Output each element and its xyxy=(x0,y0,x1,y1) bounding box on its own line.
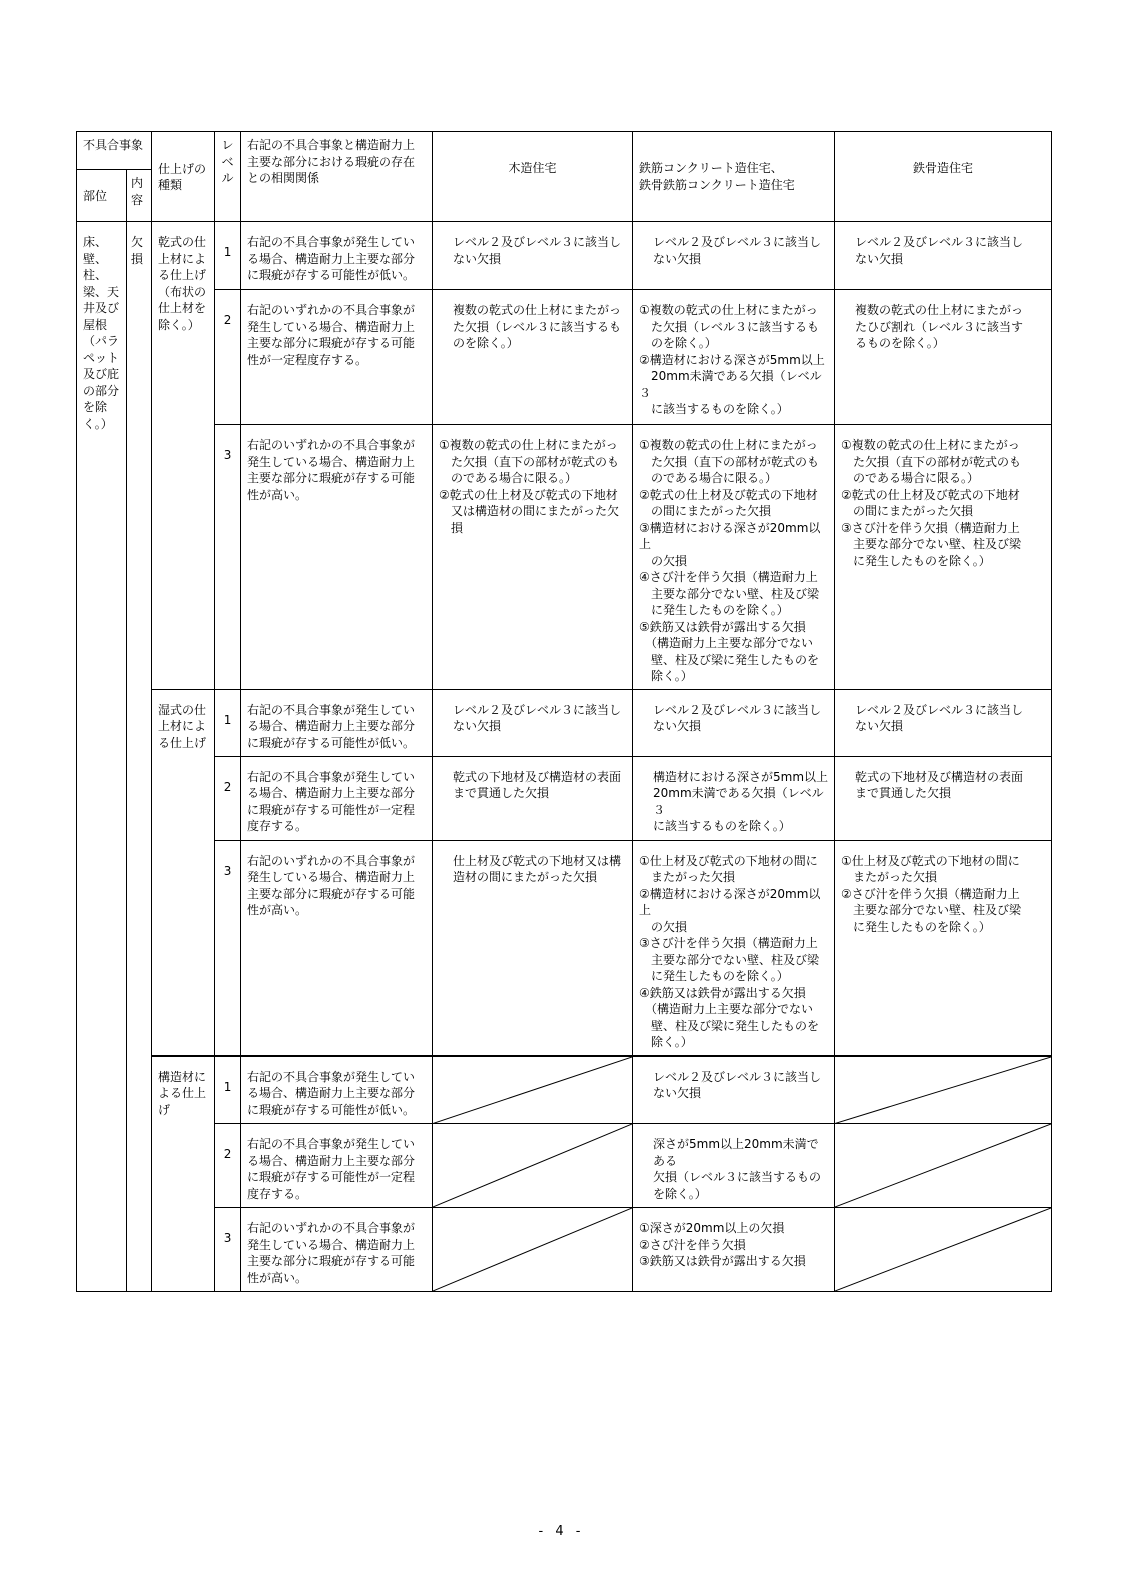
level-number: 2 xyxy=(215,1124,241,1208)
level-number: 2 xyxy=(215,290,241,425)
table-row xyxy=(77,222,1052,290)
wooden-cell: 複数の乾式の仕上材にまたがっ た欠損（レベル３に該当するも のを除く。） xyxy=(433,290,633,425)
wooden-not-applicable xyxy=(433,1056,633,1124)
level-number: 3 xyxy=(215,840,241,1056)
level-number: 1 xyxy=(215,689,241,756)
steel-not-applicable xyxy=(835,1056,1052,1124)
rc-cell: ①複数の乾式の仕上材にまたがっ た欠損（レベル３に該当するも のを除く。） ②構造材における深さが5mm以上 20mm未満である欠損（レベル３ に該当するものを除く。） xyxy=(633,290,835,425)
header-rc-house: 鉄筋コンクリート造住宅、 鉄骨鉄筋コンクリート造住宅 xyxy=(633,132,835,222)
rc-cell: ①複数の乾式の仕上材にまたがっ た欠損（直下の部材が乾式のも のである場合に限る。） ②乾式の仕上材及び乾式の下地材 の間にまたがった欠損 ③構造材における深さが20mm以上 の欠損 ④さび汁を伴う欠損（構造耐力上 主要な部分でない壁、柱及び梁 に発生したものを除く。） ⑤鉄筋又は鉄骨が露出する欠損 （構造耐力上主要な部分でない 壁、柱及び梁に発生したものを 除く。） xyxy=(633,425,835,690)
table-row xyxy=(77,290,1052,425)
steel-cell: 複数の乾式の仕上材にまたがっ たひび割れ（レベル３に該当す るものを除く。） xyxy=(835,290,1052,425)
level-number: 1 xyxy=(215,1056,241,1124)
defect-criteria-table xyxy=(76,131,1052,1292)
steel-cell: レベル２及びレベル３に該当し ない欠損 xyxy=(835,222,1052,290)
rc-cell: レベル２及びレベル３に該当し ない欠損 xyxy=(633,222,835,290)
finish-type-dry: 乾式の仕 上材によ る仕上げ （布状の 仕上材を 除く。） xyxy=(152,222,215,690)
level-number: 2 xyxy=(215,756,241,840)
content-cell: 欠 損 xyxy=(127,222,152,1292)
relation-cell: 右記のいずれかの不具合事象が 発生している場合、構造耐力上 主要な部分に瑕疵が存する可能 性が高い。 xyxy=(241,1208,433,1292)
header-relation: 右記の不具合事象と構造耐力上 主要な部分における瑕疵の存在 との相関関係 xyxy=(241,132,433,222)
steel-cell: ①仕上材及び乾式の下地材の間に またがった欠損 ②さび汁を伴う欠損（構造耐力上 主要な部分でない壁、柱及び梁 に発生したものを除く。） xyxy=(835,840,1052,1056)
wooden-cell: レベル２及びレベル３に該当し ない欠損 xyxy=(433,689,633,756)
relation-cell: 右記のいずれかの不具合事象が 発生している場合、構造耐力上 主要な部分に瑕疵が存する可能 性が高い。 xyxy=(241,840,433,1056)
table-row xyxy=(77,840,1052,1056)
table-row xyxy=(77,756,1052,840)
relation-cell: 右記の不具合事象が発生してい る場合、構造耐力上主要な部分 に瑕疵が存する可能性が低い。 xyxy=(241,222,433,290)
finish-type-structural: 構造材に よる仕上 げ xyxy=(152,1056,215,1292)
wooden-cell: レベル２及びレベル３に該当し ない欠損 xyxy=(433,222,633,290)
rc-cell: 構造材における深さが5mm以上 20mm未満である欠損（レベル３ に該当するものを除く。） xyxy=(633,756,835,840)
rc-cell: 深さが5mm以上20mm未満である 欠損（レベル３に該当するもの を除く。） xyxy=(633,1124,835,1208)
table-row xyxy=(77,425,1052,690)
header-wooden-house: 木造住宅 xyxy=(433,132,633,222)
header-level: レ ベ ル xyxy=(215,132,241,222)
wooden-cell: 仕上材及び乾式の下地材又は構 造材の間にまたがった欠損 xyxy=(433,840,633,1056)
steel-not-applicable xyxy=(835,1124,1052,1208)
rc-cell: ①深さが20mm以上の欠損 ②さび汁を伴う欠損 ③鉄筋又は鉄骨が露出する欠損 xyxy=(633,1208,835,1292)
rc-cell: レベル２及びレベル３に該当し ない欠損 xyxy=(633,689,835,756)
header-finish-type: 仕上げの 種類 xyxy=(152,132,215,222)
finish-type-wet: 湿式の仕 上材によ る仕上げ xyxy=(152,689,215,1056)
table-row xyxy=(77,689,1052,756)
table-row xyxy=(77,1124,1052,1208)
wooden-cell: 乾式の下地材及び構造材の表面 まで貫通した欠損 xyxy=(433,756,633,840)
relation-cell: 右記のいずれかの不具合事象が 発生している場合、構造耐力上 主要な部分に瑕疵が存する可能 性が高い。 xyxy=(241,425,433,690)
wooden-cell: ①複数の乾式の仕上材にまたがっ た欠損（直下の部材が乾式のも のである場合に限る。） ②乾式の仕上材及び乾式の下地材 又は構造材の間にまたがった欠 損 xyxy=(433,425,633,690)
rc-cell: レベル２及びレベル３に該当し ない欠損 xyxy=(633,1056,835,1124)
wooden-not-applicable xyxy=(433,1208,633,1292)
level-number: 1 xyxy=(215,222,241,290)
part-cell: 床、 壁、 柱、 梁、天 井及び 屋根 （パラ ペット 及び庇 の部分 を除 く。） xyxy=(77,222,127,1292)
wooden-not-applicable xyxy=(433,1124,633,1208)
header-defect-event: 不具合事象 xyxy=(77,132,152,170)
steel-cell: レベル２及びレベル３に該当し ない欠損 xyxy=(835,689,1052,756)
table-row xyxy=(77,1056,1052,1124)
relation-cell: 右記の不具合事象が発生してい る場合、構造耐力上主要な部分 に瑕疵が存する可能性が低い。 xyxy=(241,689,433,756)
rc-cell: ①仕上材及び乾式の下地材の間に またがった欠損 ②構造材における深さが20mm以上 の欠損 ③さび汁を伴う欠損（構造耐力上 主要な部分でない壁、柱及び梁 に発生したものを除く。） ④鉄筋又は鉄骨が露出する欠損 （構造耐力上主要な部分でない 壁、柱及び梁に発生したものを 除く。） xyxy=(633,840,835,1056)
steel-cell: 乾式の下地材及び構造材の表面 まで貫通した欠損 xyxy=(835,756,1052,840)
header-row xyxy=(77,132,1052,170)
relation-cell: 右記の不具合事象が発生してい る場合、構造耐力上主要な部分 に瑕疵が存する可能性が一定程 度存する。 xyxy=(241,1124,433,1208)
relation-cell: 右記の不具合事象が発生してい る場合、構造耐力上主要な部分 に瑕疵が存する可能性が低い。 xyxy=(241,1056,433,1124)
header-part: 部位 xyxy=(77,170,127,222)
relation-cell: 右記のいずれかの不具合事象が 発生している場合、構造耐力上 主要な部分に瑕疵が存する可能 性が一定程度存する。 xyxy=(241,290,433,425)
level-number: 3 xyxy=(215,425,241,690)
relation-cell: 右記の不具合事象が発生してい る場合、構造耐力上主要な部分 に瑕疵が存する可能性が一定程 度存する。 xyxy=(241,756,433,840)
level-number: 3 xyxy=(215,1208,241,1292)
header-steel-house: 鉄骨造住宅 xyxy=(835,132,1052,222)
table-row xyxy=(77,1208,1052,1292)
header-content: 内 容 xyxy=(127,170,152,222)
page-number: - 4 - xyxy=(538,1524,585,1539)
steel-cell: ①複数の乾式の仕上材にまたがっ た欠損（直下の部材が乾式のも のである場合に限る。） ②乾式の仕上材及び乾式の下地材 の間にまたがった欠損 ③さび汁を伴う欠損（構造耐力上 主要な部分でない壁、柱及び梁 に発生したものを除く。） xyxy=(835,425,1052,690)
steel-not-applicable xyxy=(835,1208,1052,1292)
